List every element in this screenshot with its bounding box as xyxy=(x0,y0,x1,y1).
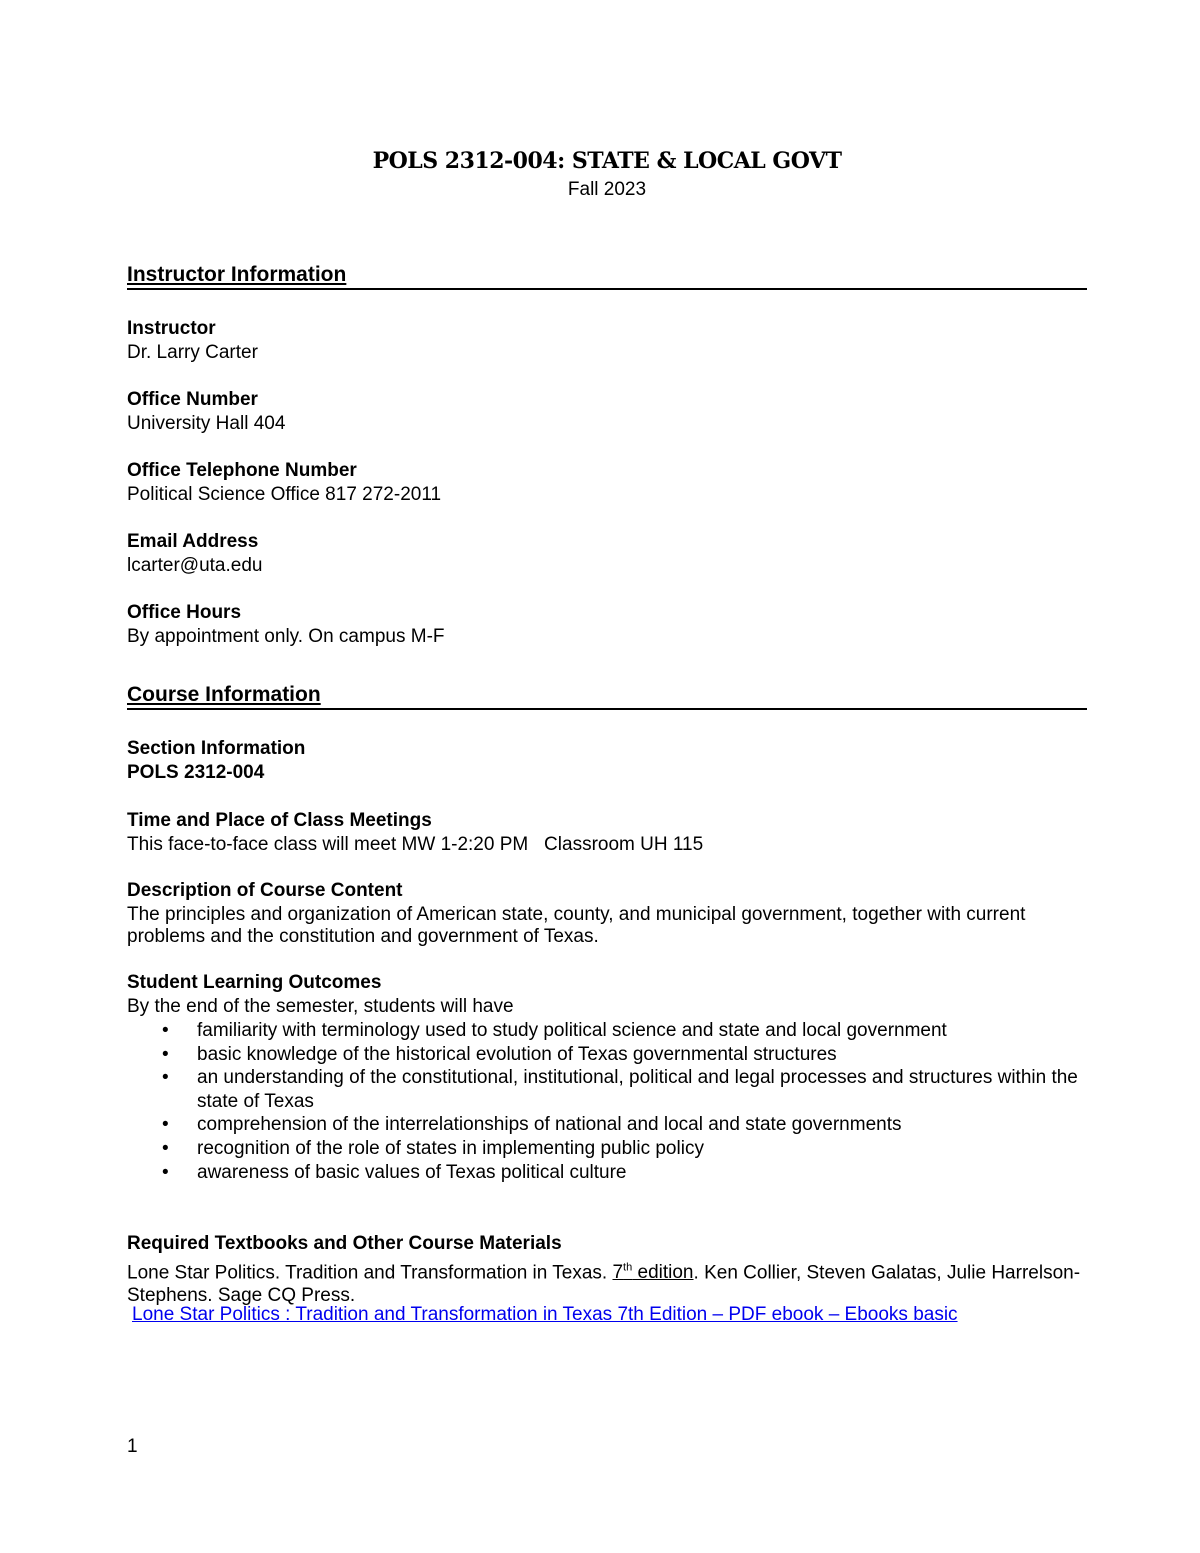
outcome-text: awareness of basic values of Texas political culture xyxy=(197,1161,627,1183)
list-item xyxy=(127,1137,1087,1161)
edition-word: edition xyxy=(632,1262,694,1284)
outcome-text: an understanding of the constitutional, institutional, political and legal processes and structures within the state of Texas xyxy=(197,1067,1078,1112)
list-item xyxy=(127,1161,1087,1185)
bullet-icon: • xyxy=(162,1020,169,1041)
course-description-value: The principles and organization of American state, county, and municipal government, together with current problems and the constitution and government of Texas. xyxy=(127,904,1026,947)
learning-outcomes-intro: By the end of the semester, students will have xyxy=(127,996,514,1017)
outcome-text: recognition of the role of states in implementing public policy xyxy=(197,1137,704,1159)
textbook-authors: . Ken Collier, Steven Galatas, Julie Harrelson-Stephens. Sage CQ Press. xyxy=(127,1262,1081,1307)
outcome-text: basic knowledge of the historical evolution of Texas governmental structures xyxy=(197,1043,837,1065)
list-item xyxy=(127,1043,1087,1067)
textbook-title: Lone Star Politics. Tradition and Transformation in Texas. xyxy=(127,1262,613,1284)
office-hours-label: Office Hours xyxy=(127,602,242,623)
section-info-value: POLS 2312-004 xyxy=(127,762,265,783)
page-number: 1 xyxy=(127,1436,138,1457)
email-value: lcarter@uta.edu xyxy=(127,555,263,576)
office-number-label: Office Number xyxy=(127,389,258,410)
edition-suffix: th xyxy=(623,1262,633,1274)
edition-number: 7 xyxy=(612,1262,624,1284)
textbook-edition xyxy=(612,1262,693,1283)
course-section-heading: Course Information xyxy=(127,683,1087,710)
office-phone-label: Office Telephone Number xyxy=(127,460,357,481)
instructor-value: Dr. Larry Carter xyxy=(127,342,258,363)
textbooks-label: Required Textbooks and Other Course Materials xyxy=(127,1233,562,1254)
instructor-label: Instructor xyxy=(127,318,216,339)
textbook-link-line xyxy=(132,1304,1092,1326)
office-phone-value: Political Science Office 817 272-2011 xyxy=(127,484,442,505)
learning-outcomes-label: Student Learning Outcomes xyxy=(127,972,382,993)
bullet-icon: • xyxy=(162,1114,169,1136)
list-item xyxy=(127,1113,1087,1137)
office-number-value: University Hall 404 xyxy=(127,413,286,434)
course-description-label: Description of Course Content xyxy=(127,880,403,901)
learning-outcomes-list xyxy=(127,1019,1087,1184)
bullet-icon: • xyxy=(162,1067,169,1089)
textbook-link[interactable]: Lone Star Politics : Tradition and Transformation in Texas 7th Edition – PDF ebook – Ebooks basic xyxy=(132,1304,958,1325)
email-label: Email Address xyxy=(127,531,259,552)
bullet-icon: • xyxy=(162,1043,169,1065)
outcome-text: comprehension of the interrelationships of national and local and state governments xyxy=(197,1114,902,1136)
textbook-citation xyxy=(127,1257,1087,1307)
class-meetings-value: This face-to-face class will meet MW 1-2:20 PM Classroom UH 115 xyxy=(127,834,704,855)
bullet-icon: • xyxy=(162,1137,169,1159)
office-hours-value: By appointment only. On campus M-F xyxy=(127,626,445,647)
document-title: POLS 2312-004: STATE & LOCAL GOVT xyxy=(372,148,842,174)
class-meetings-label: Time and Place of Class Meetings xyxy=(127,810,432,831)
bullet-icon: • xyxy=(162,1161,169,1183)
section-info-label: Section Information xyxy=(127,738,306,759)
instructor-section-heading: Instructor Information xyxy=(127,263,1087,290)
list-item xyxy=(127,1066,1087,1113)
document-term: Fall 2023 xyxy=(567,179,647,200)
list-item xyxy=(127,1019,1087,1043)
outcome-text: familiarity with terminology used to study political science and state and local government xyxy=(197,1020,947,1041)
